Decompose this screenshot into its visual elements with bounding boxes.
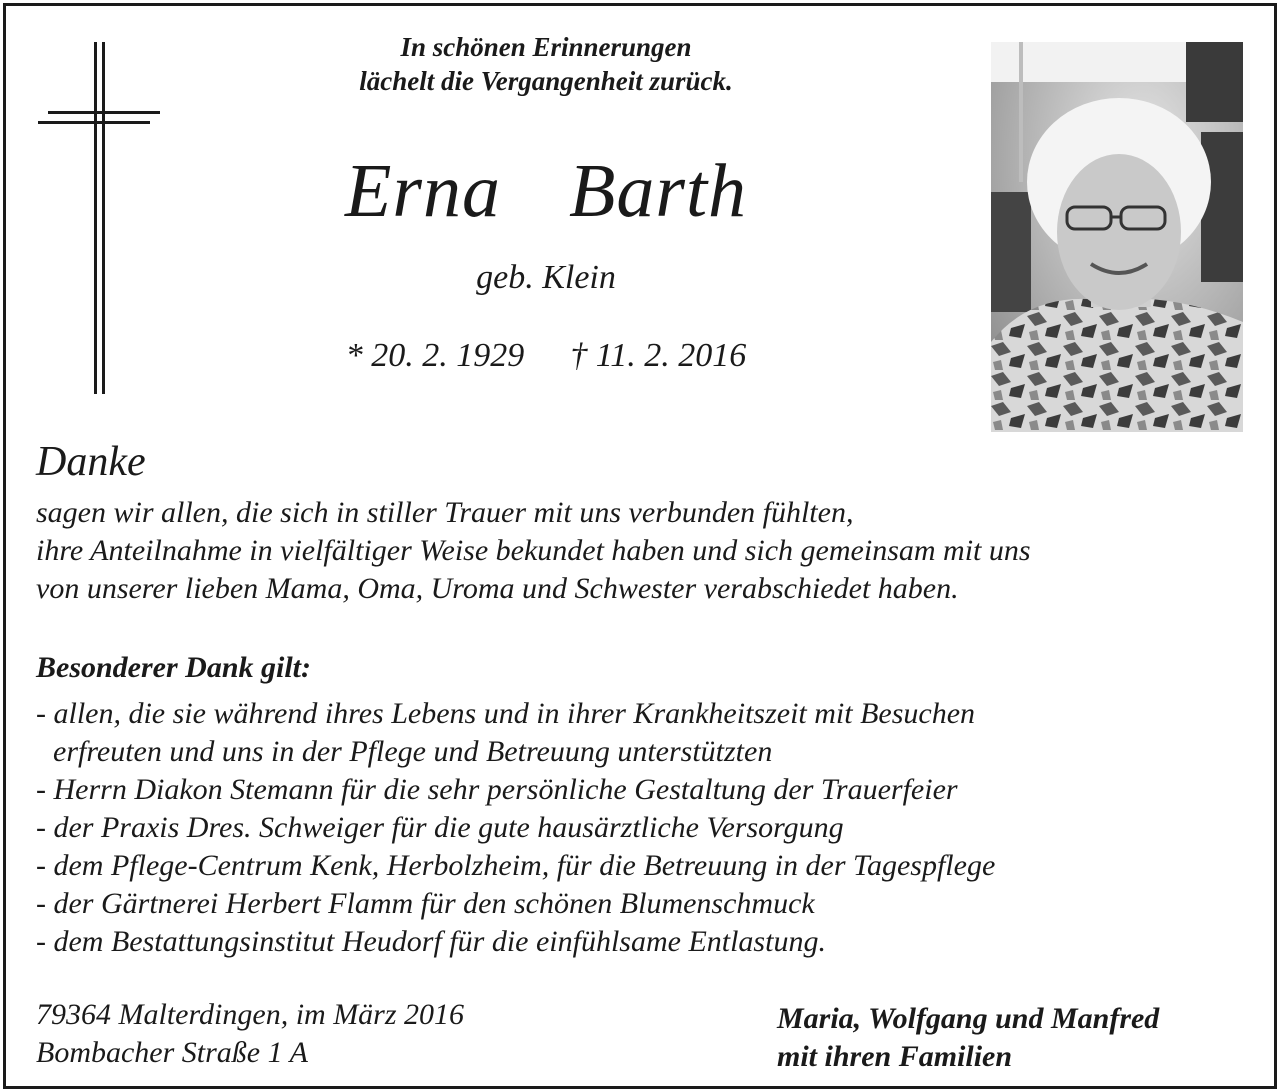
obituary-notice	[3, 3, 1277, 1089]
list-item: - dem Bestattungsinstitut Heudorf für die einfühlsame Entlastung.	[36, 925, 826, 958]
photo-foliage	[1186, 42, 1243, 122]
special-thanks-list	[36, 695, 1256, 961]
thanks-paragraph	[36, 494, 1256, 608]
deceased-name: Erna Barth	[344, 149, 748, 233]
photo-face	[1057, 154, 1181, 310]
photo-blouse	[991, 298, 1243, 432]
maiden-name: geb. Klein	[476, 259, 616, 296]
signature-line: Maria, Wolfgang und Manfred	[777, 1002, 1160, 1035]
signature	[777, 1000, 1159, 1076]
special-thanks-heading: Besonderer Dank gilt:	[36, 651, 312, 684]
birth-date: * 20. 2. 1929	[345, 337, 525, 374]
life-dates	[236, 334, 856, 378]
signature-line: mit ihren Familien	[777, 1040, 1013, 1073]
place-line: 79364 Malterdingen, im März 2016	[36, 998, 465, 1031]
memorial-quote	[236, 30, 856, 98]
list-item-continuation: erfreuten und uns in der Pflege und Betreuung unterstützten	[53, 735, 773, 768]
list-item: - Herrn Diakon Stemann für die sehr persönliche Gestaltung der Trauerfeier	[36, 773, 958, 806]
list-item: - allen, die sie während ihres Lebens und in ihrer Krankheitszeit mit Besuchen	[36, 697, 976, 730]
cross-vertical-bar	[102, 42, 105, 394]
quote-line: lächelt die Vergangenheit zurück.	[359, 66, 733, 96]
thanks-heading: Danke	[36, 439, 146, 485]
place-and-date	[36, 996, 464, 1072]
photo-foliage	[991, 192, 1031, 312]
paragraph-line: von unserer lieben Mama, Oma, Uroma und Schwester verabschiedet haben.	[36, 572, 959, 605]
list-item: - der Gärtnerei Herbert Flamm für den schönen Blumenschmuck	[36, 887, 815, 920]
list-item: - der Praxis Dres. Schweiger für die gute hausärztliche Versorgung	[36, 811, 844, 844]
quote-line: In schönen Erinnerungen	[400, 32, 692, 62]
photo-foliage	[1201, 132, 1243, 282]
address-line: Bombacher Straße 1 A	[36, 1036, 308, 1069]
list-item: - dem Pflege-Centrum Kenk, Herbolzheim, für die Betreuung in der Tagespflege	[36, 849, 996, 882]
cross-vertical-bar	[94, 42, 97, 394]
paragraph-line: ihre Anteilnahme in vielfältiger Weise bekundet haben und sich gemeinsam mit uns	[36, 534, 1031, 567]
death-date: † 11. 2. 2016	[570, 337, 747, 374]
paragraph-line: sagen wir allen, die sich in stiller Trauer mit uns verbunden fühlten,	[36, 496, 854, 529]
portrait-photo	[991, 42, 1243, 432]
cross-horizontal-bar	[48, 111, 160, 114]
cross-horizontal-bar	[38, 121, 150, 124]
